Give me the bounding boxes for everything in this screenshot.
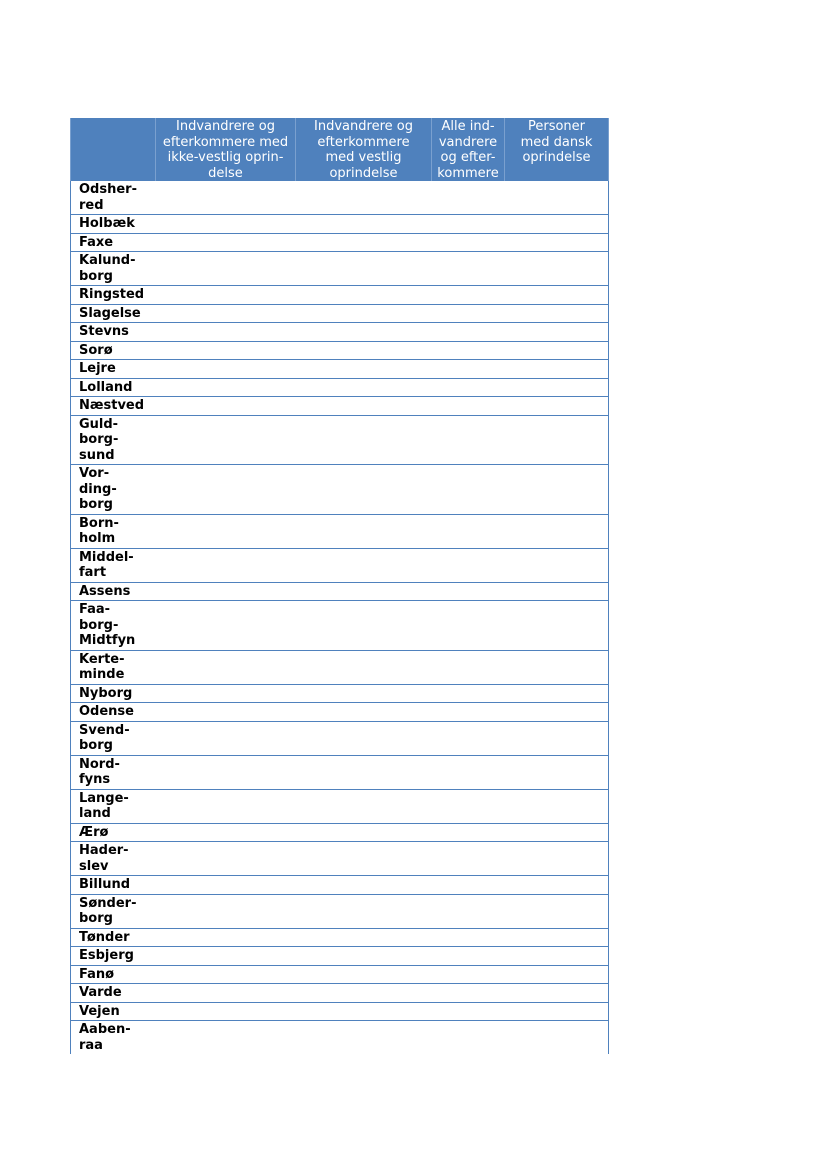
value-cell xyxy=(296,304,432,323)
value-cell xyxy=(296,548,432,582)
value-cell xyxy=(432,684,505,703)
table-row xyxy=(71,1021,609,1055)
table-row xyxy=(71,323,609,342)
value-cell xyxy=(156,928,296,947)
value-cell xyxy=(156,304,296,323)
value-cell xyxy=(505,721,609,755)
value-cell xyxy=(156,947,296,966)
value-cell xyxy=(432,842,505,876)
value-cell xyxy=(296,755,432,789)
value-cell xyxy=(505,304,609,323)
value-cell xyxy=(296,721,432,755)
municipality-name: Ærø xyxy=(71,823,156,842)
municipality-name: Lange- land xyxy=(71,789,156,823)
municipality-name: Svend- borg xyxy=(71,721,156,755)
value-cell xyxy=(432,601,505,651)
table-row xyxy=(71,928,609,947)
value-cell xyxy=(296,1002,432,1021)
municipality-name: Tønder xyxy=(71,928,156,947)
value-cell xyxy=(156,703,296,722)
table-row xyxy=(71,514,609,548)
value-cell xyxy=(156,721,296,755)
table-row xyxy=(71,947,609,966)
value-cell xyxy=(505,215,609,234)
table-row xyxy=(71,360,609,379)
municipality-name: Nord- fyns xyxy=(71,755,156,789)
value-cell xyxy=(296,894,432,928)
value-cell xyxy=(432,341,505,360)
value-cell xyxy=(432,650,505,684)
value-cell xyxy=(432,984,505,1003)
municipality-name: Assens xyxy=(71,582,156,601)
value-cell xyxy=(296,360,432,379)
value-cell xyxy=(432,514,505,548)
value-cell xyxy=(432,928,505,947)
header-row xyxy=(71,118,609,181)
value-cell xyxy=(296,842,432,876)
value-cell xyxy=(296,823,432,842)
municipality-name: Born- holm xyxy=(71,514,156,548)
table-row xyxy=(71,1002,609,1021)
value-cell xyxy=(505,181,609,215)
municipality-table xyxy=(70,118,609,1054)
table-body xyxy=(71,181,609,1054)
table-row xyxy=(71,548,609,582)
value-cell xyxy=(156,823,296,842)
table-row xyxy=(71,415,609,465)
municipality-name: Sorø xyxy=(71,341,156,360)
value-cell xyxy=(156,465,296,515)
value-cell xyxy=(296,928,432,947)
value-cell xyxy=(505,286,609,305)
value-cell xyxy=(432,286,505,305)
value-cell xyxy=(296,465,432,515)
value-cell xyxy=(505,650,609,684)
value-cell xyxy=(505,789,609,823)
value-cell xyxy=(296,378,432,397)
value-cell xyxy=(296,323,432,342)
header-all-immigrants: Alle ind- vandrere og efter- kommere xyxy=(432,118,505,181)
municipality-name: Kalund- borg xyxy=(71,252,156,286)
value-cell xyxy=(505,823,609,842)
value-cell xyxy=(296,582,432,601)
value-cell xyxy=(432,789,505,823)
municipality-name: Nyborg xyxy=(71,684,156,703)
value-cell xyxy=(505,514,609,548)
value-cell xyxy=(156,252,296,286)
value-cell xyxy=(432,397,505,416)
table-row xyxy=(71,703,609,722)
value-cell xyxy=(432,703,505,722)
value-cell xyxy=(432,252,505,286)
value-cell xyxy=(296,965,432,984)
value-cell xyxy=(505,323,609,342)
value-cell xyxy=(156,582,296,601)
value-cell xyxy=(505,876,609,895)
value-cell xyxy=(156,514,296,548)
value-cell xyxy=(505,548,609,582)
table-row xyxy=(71,721,609,755)
table-row xyxy=(71,684,609,703)
table-row xyxy=(71,233,609,252)
value-cell xyxy=(156,842,296,876)
municipality-name: Hader- slev xyxy=(71,842,156,876)
municipality-name: Varde xyxy=(71,984,156,1003)
municipality-name: Lolland xyxy=(71,378,156,397)
value-cell xyxy=(296,947,432,966)
value-cell xyxy=(156,755,296,789)
value-cell xyxy=(296,397,432,416)
value-cell xyxy=(156,181,296,215)
table-row xyxy=(71,397,609,416)
table-row xyxy=(71,378,609,397)
municipality-name: Middel- fart xyxy=(71,548,156,582)
value-cell xyxy=(296,215,432,234)
value-cell xyxy=(432,360,505,379)
value-cell xyxy=(156,684,296,703)
municipality-name: Holbæk xyxy=(71,215,156,234)
value-cell xyxy=(156,984,296,1003)
value-cell xyxy=(156,789,296,823)
municipality-name: Billund xyxy=(71,876,156,895)
value-cell xyxy=(505,341,609,360)
value-cell xyxy=(296,415,432,465)
value-cell xyxy=(156,415,296,465)
table-row xyxy=(71,789,609,823)
table-row xyxy=(71,582,609,601)
value-cell xyxy=(432,582,505,601)
table-row xyxy=(71,601,609,651)
value-cell xyxy=(156,286,296,305)
table-row xyxy=(71,304,609,323)
table-row xyxy=(71,650,609,684)
table-row xyxy=(71,755,609,789)
value-cell xyxy=(505,965,609,984)
municipality-name: Esbjerg xyxy=(71,947,156,966)
table-row xyxy=(71,965,609,984)
value-cell xyxy=(505,233,609,252)
municipality-name: Fanø xyxy=(71,965,156,984)
municipality-name: Vor- ding- borg xyxy=(71,465,156,515)
value-cell xyxy=(432,823,505,842)
value-cell xyxy=(505,894,609,928)
municipality-name: Aaben- raa xyxy=(71,1021,156,1055)
value-cell xyxy=(296,601,432,651)
value-cell xyxy=(296,684,432,703)
value-cell xyxy=(505,684,609,703)
value-cell xyxy=(156,876,296,895)
table-row xyxy=(71,894,609,928)
municipality-name: Slagelse xyxy=(71,304,156,323)
value-cell xyxy=(296,703,432,722)
value-cell xyxy=(156,1021,296,1055)
value-cell xyxy=(505,842,609,876)
value-cell xyxy=(156,548,296,582)
table-row xyxy=(71,842,609,876)
value-cell xyxy=(156,215,296,234)
table-row xyxy=(71,984,609,1003)
value-cell xyxy=(432,233,505,252)
table-row xyxy=(71,823,609,842)
municipality-name: Faxe xyxy=(71,233,156,252)
value-cell xyxy=(432,894,505,928)
value-cell xyxy=(432,721,505,755)
value-cell xyxy=(505,465,609,515)
municipality-name: Faa- borg- Midtfyn xyxy=(71,601,156,651)
municipality-name: Kerte- minde xyxy=(71,650,156,684)
value-cell xyxy=(432,378,505,397)
value-cell xyxy=(432,947,505,966)
value-cell xyxy=(296,233,432,252)
header-non-western: Indvandrere og efterkommere med ikke-vestlig oprin- delse xyxy=(156,118,296,181)
value-cell xyxy=(156,650,296,684)
municipality-name: Lejre xyxy=(71,360,156,379)
table-row xyxy=(71,341,609,360)
value-cell xyxy=(156,233,296,252)
value-cell xyxy=(296,286,432,305)
municipality-name: Stevns xyxy=(71,323,156,342)
value-cell xyxy=(432,181,505,215)
value-cell xyxy=(432,215,505,234)
value-cell xyxy=(296,650,432,684)
table-row xyxy=(71,465,609,515)
value-cell xyxy=(296,1021,432,1055)
value-cell xyxy=(505,415,609,465)
value-cell xyxy=(156,360,296,379)
value-cell xyxy=(505,1002,609,1021)
value-cell xyxy=(432,465,505,515)
value-cell xyxy=(505,984,609,1003)
value-cell xyxy=(432,1021,505,1055)
value-cell xyxy=(505,582,609,601)
municipality-name: Guld- borg- sund xyxy=(71,415,156,465)
table-row xyxy=(71,252,609,286)
municipality-name: Næstved xyxy=(71,397,156,416)
value-cell xyxy=(432,876,505,895)
value-cell xyxy=(505,360,609,379)
value-cell xyxy=(156,601,296,651)
municipality-name: Odsher- red xyxy=(71,181,156,215)
value-cell xyxy=(156,341,296,360)
table-row xyxy=(71,876,609,895)
value-cell xyxy=(505,378,609,397)
value-cell xyxy=(156,1002,296,1021)
municipality-name: Ringsted xyxy=(71,286,156,305)
value-cell xyxy=(432,755,505,789)
value-cell xyxy=(156,894,296,928)
value-cell xyxy=(432,304,505,323)
value-cell xyxy=(296,341,432,360)
value-cell xyxy=(432,323,505,342)
value-cell xyxy=(505,703,609,722)
value-cell xyxy=(156,378,296,397)
value-cell xyxy=(156,397,296,416)
header-western: Indvandrere og efterkommere med vestlig oprindelse xyxy=(296,118,432,181)
value-cell xyxy=(505,601,609,651)
value-cell xyxy=(296,789,432,823)
value-cell xyxy=(296,984,432,1003)
municipality-name: Sønder- borg xyxy=(71,894,156,928)
value-cell xyxy=(432,1002,505,1021)
value-cell xyxy=(505,928,609,947)
value-cell xyxy=(156,965,296,984)
municipality-name: Vejen xyxy=(71,1002,156,1021)
value-cell xyxy=(296,876,432,895)
value-cell xyxy=(296,252,432,286)
value-cell xyxy=(432,415,505,465)
value-cell xyxy=(505,755,609,789)
value-cell xyxy=(432,548,505,582)
municipality-name: Odense xyxy=(71,703,156,722)
value-cell xyxy=(432,965,505,984)
value-cell xyxy=(505,1021,609,1055)
table-row xyxy=(71,215,609,234)
table-row xyxy=(71,181,609,215)
value-cell xyxy=(505,947,609,966)
value-cell xyxy=(156,323,296,342)
value-cell xyxy=(505,397,609,416)
value-cell xyxy=(296,181,432,215)
value-cell xyxy=(296,514,432,548)
header-corner xyxy=(71,118,156,181)
value-cell xyxy=(505,252,609,286)
table-row xyxy=(71,286,609,305)
header-danish-origin: Personer med dansk oprindelse xyxy=(505,118,609,181)
